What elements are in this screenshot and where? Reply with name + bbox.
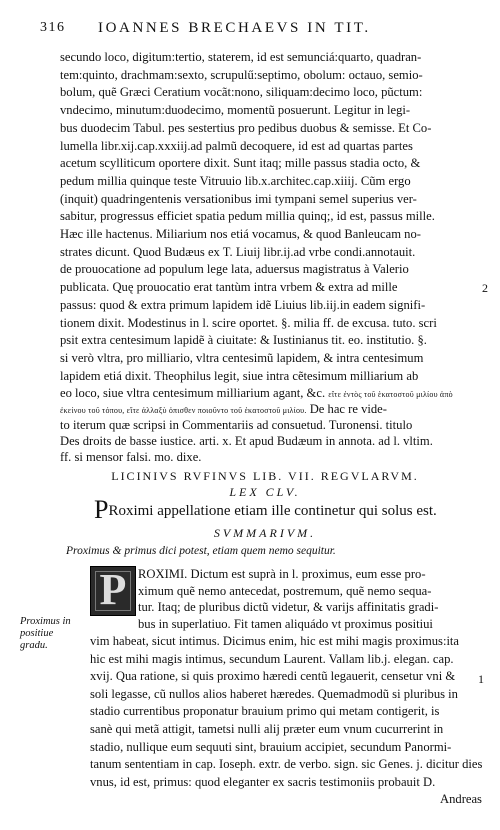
body-line: lapidem etiá dixit. Theophilus legit, siue intra cẽtesimum milliarium ab xyxy=(60,368,419,383)
greek-text: εἴτε ἐντὸς τοῦ ἑκατοστοῦ μιλίου ἀπὸ xyxy=(328,390,453,399)
paragraph-line: Andreas xyxy=(440,792,482,807)
dropcap-line: ROXIMI. Dictum est suprà in l. proximus, eum esse pro- xyxy=(138,567,426,581)
paragraph-line: stadio, nullique eum sequuti sint, brauium accipiet, secundum Panormi- xyxy=(90,739,452,754)
body-line: sabitur, progressus efficiet spatia pedum millia quinq;, id est, passus mille. xyxy=(60,209,435,224)
paragraph-line: stadio currentibus proponatur brauium primo qui metam contigerit, is xyxy=(90,704,440,719)
body-line: passus: quod & extra primum lapidem idẽ Liuius lib.iij.in eadem signifi- xyxy=(60,297,426,312)
latin-text: eo loco, siue vltra centesimum milliarium agant, &c. xyxy=(60,386,326,400)
line-text: Des droits de basse iustice. arti. x. Et apud Budæum in annota. ad l. vltim. xyxy=(60,434,433,448)
page-number: 316 xyxy=(40,20,66,35)
body-line: tem:quinto, drachmam:sexto, scrupulű:septimo, obolum: octauo, semio- xyxy=(60,67,423,82)
body-line: vndecimo, minutum:duodecimo, momentũ posuerunt. Legitur in legi- xyxy=(60,103,411,118)
greek-text-2: ἐκείνου τοῦ τόπου, εἴτε ἀλλαξὺ ὀπισθεν ποιοῦντο τοῦ ἑκατοστοῦ μιλίου. xyxy=(60,406,307,415)
running-title: IOANNES BRECHAEVS IN TIT. xyxy=(98,20,371,36)
section-heading: LICINIVS RVFINVS LIB. VII. REGVLARVM. xyxy=(111,469,419,483)
lex-initial: P xyxy=(94,495,109,524)
body-line: pedum millia quinque teste Vitruuio lib.x.architec.cap.xiiij. Cũm ergo xyxy=(60,173,411,188)
body-line: tionem dixit. Modestinus in l. scire oportet. §. milia ff. de excusa. tuto. scri xyxy=(60,315,437,330)
summarium-heading: SVMMARIVM. xyxy=(213,526,317,540)
body-line-final xyxy=(60,449,470,465)
summarium-text: Proximus & primus dici potest, etiam quem nemo sequitur. xyxy=(66,545,336,557)
body-line: bolum, quẽ Græci Ceratium vocãt:nono, siliquam:decimo loco, pũctum: xyxy=(60,85,423,100)
body-line: acetum scylliticum oportere dixit. Sunt itaq; mille passus stadia octo, & xyxy=(60,156,421,171)
margin-number-2: 1 xyxy=(478,672,484,686)
body-line: (inquit) quadringentenis versationibus imi tympani semel superius ver- xyxy=(60,191,417,206)
body-line: lumella libr.xij.cap.xxxiij.ad palmũ decoquere, id est ad quartas partes xyxy=(60,138,413,153)
body-line: si verò vltra, pro milliario, vltra centesimũ lapidem, & intra centesimum xyxy=(60,350,424,365)
greek-quotation-line-1 xyxy=(60,385,470,401)
line-start: to xyxy=(60,418,70,432)
paragraph-line: sanè qui metã attigit, tametsi nulli alij præter eum vnum cucurrerint in xyxy=(90,722,444,736)
latin-tail: De hac re vide- xyxy=(309,402,387,416)
line-text: ff. si mensor falsi. mo. dixe. xyxy=(60,450,202,464)
paragraph-line: hic est mihi magis intimus, secundum Laurent. Vallam lib.j. elegan. cap. xyxy=(90,651,454,666)
dropcap-line: tur. Itaq; de pluribus dictũ videtur, & varijs affinitatis gradi- xyxy=(138,600,439,614)
body-line-droits xyxy=(60,433,470,449)
body-line: Hæc ille hactenus. Miliarium nos etiá vocamus, & quod Banleucam no- xyxy=(60,227,421,241)
body-line-after-greek xyxy=(60,417,470,433)
body-line: psit extra centesimum lapidẽ à ciuitate: & Iustinianus tit. eo. institutio. §. xyxy=(60,333,427,348)
paragraph-line: tanum sententiam in cap. Ioseph. extr. de verbo. sign. sic Genes. j. dicitur dies xyxy=(90,757,483,772)
paragraph-line: vim habeat, sicut intimus. Dicimus enim, hic est mihi magis proximus:ita xyxy=(90,634,460,648)
body-line: de prouocatione ad populum lege lata, aduersus magistratus à Valerio xyxy=(60,262,409,277)
paragraph-line: xvij. Qua ratione, si quis proximo hæredi centũ legauerit, censetur vni & xyxy=(90,669,456,684)
lex-text xyxy=(94,495,474,524)
body-line: bus duodecim Tabul. pes sestertius pro pedibus duobus & semisse. Et Co- xyxy=(60,120,432,135)
greek-quotation-line-2 xyxy=(60,401,470,417)
dropcap-line: ximum quẽ nemo antecedat, postremum, quẽ nemo sequa- xyxy=(138,583,432,598)
decorated-initial xyxy=(90,566,136,616)
margin-number: 2 xyxy=(482,281,488,295)
paragraph-line: vnus, id est, primus: quod eleganter ex sacris testimoniis probauit D. xyxy=(90,774,436,789)
initial-letter: P xyxy=(99,565,127,614)
dropcap-line: bus in superlatiuo. Fit tamen aliquádo vt proximus positiui xyxy=(138,616,433,631)
body-line: secundo loco, digitum:tertio, staterem, id est semunciá:quarto, quadran- xyxy=(60,50,422,64)
paragraph-line: soli legasse, cũ nullos alios haberet hæredes. Quemadmodũ si pluribus in xyxy=(90,686,458,701)
body-line: publicata. Quę prouocatio erat tantùm intra vrbem & extra ad mille xyxy=(60,280,398,295)
lex-body: Roximi appellatione etiam ille continetur qui solus est. xyxy=(108,503,437,519)
margin-note: Proximus in positiue gradu. xyxy=(20,616,71,651)
line-rest: iterum quæ scripsi in Commentariis ad consuetud. Turonensi. titulo xyxy=(72,418,413,432)
lex-number: LEX CLV. xyxy=(229,485,301,499)
running-head xyxy=(40,20,480,42)
body-line: strates dicunt. Quod Budæus ex T. Liuij libr.ij.ad vrbe condi.annotauit. xyxy=(60,244,416,259)
